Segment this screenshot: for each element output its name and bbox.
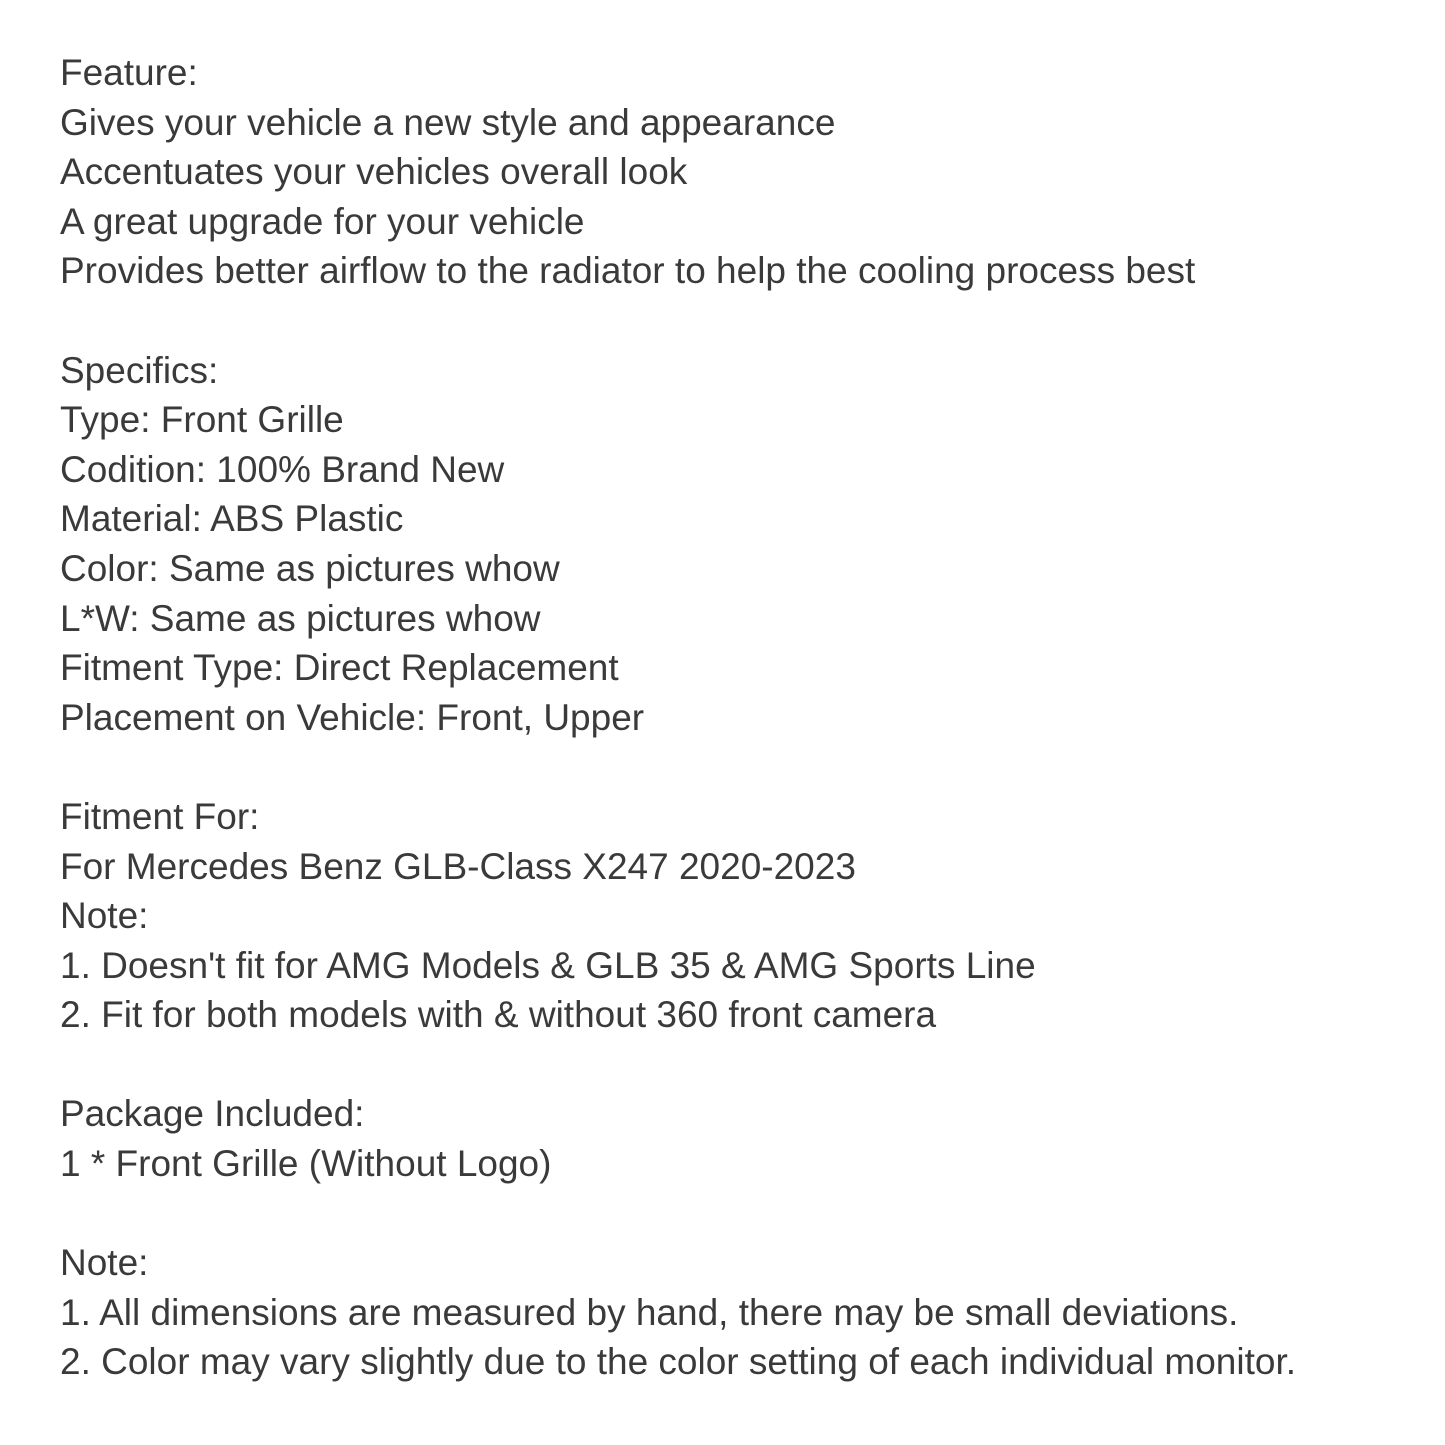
feature-section — [60, 48, 1430, 296]
fitment-section — [60, 792, 1430, 1040]
fitment-line: For Mercedes Benz GLB-Class X247 2020-2023 — [60, 845, 856, 887]
specifics-line: Codition: 100% Brand New — [60, 448, 505, 490]
fitment-heading: Fitment For: — [60, 795, 260, 837]
section-spacer — [60, 742, 1430, 792]
section-spacer — [60, 296, 1430, 346]
fitment-note-heading: Note: — [60, 895, 149, 937]
feature-line: Provides better airflow to the radiator to help the cooling process best — [60, 250, 1196, 292]
section-spacer — [60, 1189, 1430, 1239]
feature-heading: Feature: — [60, 52, 198, 93]
specifics-section — [60, 346, 1430, 743]
specifics-line: L*W: Same as pictures whow — [60, 597, 541, 639]
section-spacer — [60, 1040, 1430, 1090]
specifics-line: Fitment Type: Direct Replacement — [60, 647, 619, 689]
note-heading: Note: — [60, 1242, 149, 1284]
specifics-line: Color: Same as pictures whow — [60, 547, 560, 589]
package-line: 1 * Front Grille (Without Logo) — [60, 1143, 552, 1185]
specifics-line: Type: Front Grille — [60, 399, 344, 441]
product-description — [60, 48, 1430, 1387]
feature-line: Accentuates your vehicles overall look — [60, 151, 688, 193]
fitment-note-line: 1. Doesn't fit for AMG Models & GLB 35 & AMG Sports Line — [60, 944, 1036, 986]
package-heading: Package Included: — [60, 1093, 365, 1135]
specifics-heading: Specifics: — [60, 349, 219, 391]
specifics-line: Material: ABS Plastic — [60, 498, 404, 540]
package-section — [60, 1089, 1430, 1188]
feature-line: A great upgrade for your vehicle — [60, 200, 585, 242]
feature-line: Gives your vehicle a new style and appearance — [60, 101, 836, 143]
note-section — [60, 1238, 1430, 1387]
note-line: 1. All dimensions are measured by hand, there may be small deviations. — [60, 1291, 1239, 1333]
specifics-line: Placement on Vehicle: Front, Upper — [60, 696, 645, 738]
fitment-note-line: 2. Fit for both models with & without 360 front camera — [60, 994, 937, 1036]
note-line: 2. Color may vary slightly due to the color setting of each individual monitor. — [60, 1341, 1297, 1383]
